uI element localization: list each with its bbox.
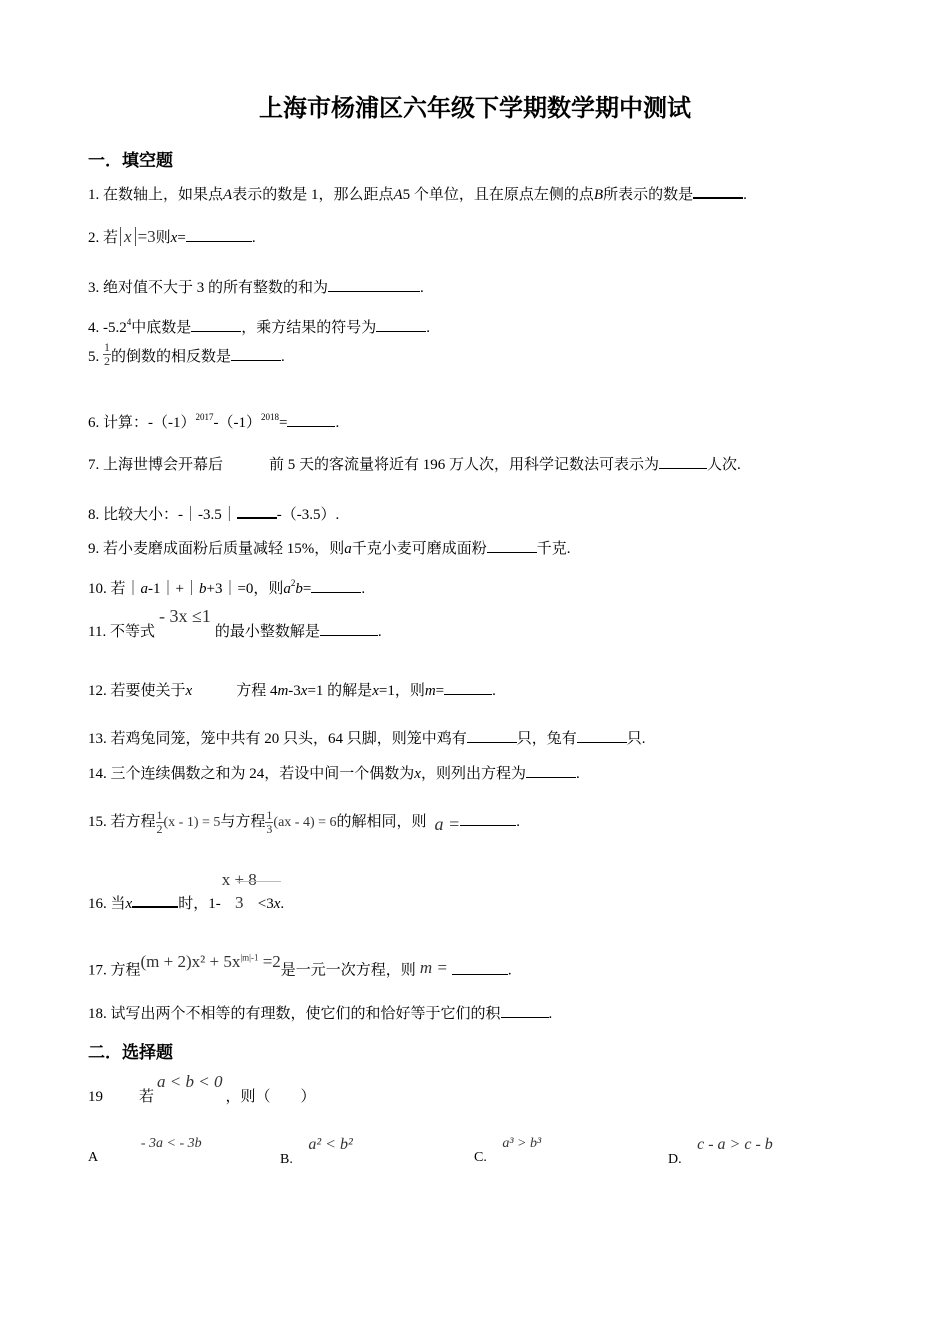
question-16: 16. 当x 时，1- $\frac{x + 8}{3}$ <3x. (88, 870, 285, 912)
answer-blank (452, 960, 508, 975)
page-title: 上海市杨浦区六年级下学期数学期中测试 (259, 96, 691, 122)
question-11: 11. 不等式- 3x ≤1的最小整数解是 . (88, 606, 382, 640)
option-c[interactable]: C. a³ > b³ (474, 1136, 542, 1165)
answer-blank (132, 892, 178, 908)
answer-blank (311, 578, 361, 593)
question-1: 1. 在数轴上，如果点A表示的数是 1，那么距点A5 个单位，且在原点左侧的点B所表示的数是 . (88, 183, 747, 205)
question-2: 2. 若 x =3则x= . (88, 227, 256, 246)
question-6: 6. 计算：$-(-1)^{2017}-(-1)^{2018}=$ . (88, 412, 340, 431)
answer-blank (287, 412, 335, 427)
question-12: 12. 若要使关于x 方程 4m-3x=1 的解是x=1，则m= . (88, 680, 496, 701)
answer-blank (526, 763, 576, 778)
answer-blank (501, 1003, 549, 1018)
question-7: 7. 上海世博会开幕后 前 5 天的客流量将近有 196 万人次，用科学记数法可表示为 人次. (88, 454, 741, 475)
answer-blank (693, 183, 743, 199)
option-a[interactable]: A - 3a < - 3b (88, 1136, 202, 1165)
section-choice-heading: 二．选择题 (88, 1043, 173, 1062)
question-17: 17. 方程$(m + 2)x^2 + 5x^{|m|-1} =2$是一元一次方程，则 m = . (88, 951, 512, 979)
question-19: 19 若a < b < 0，则（ ） (88, 1072, 316, 1105)
answer-blank (460, 811, 516, 826)
question-8: 8. 比较大小：-｜-3.5｜ -（-3.5）. (88, 503, 339, 525)
answer-blank (320, 621, 378, 636)
answer-blank (487, 538, 537, 553)
option-b[interactable]: B. a² < b² (280, 1136, 353, 1167)
answer-blank (191, 317, 241, 332)
question-15: 15. 若方程 $\frac{1}{2}$ (x - 1) = 5与方程 $\frac{1}{3}$ (ax - 4) = 6的解相同，则 a = . (88, 808, 520, 836)
answer-blank (237, 503, 277, 519)
answer-blank (467, 728, 517, 743)
question-10: 10. 若｜a-1｜+｜b+3｜=0，则$a^2b=$ . (88, 578, 366, 597)
answer-blank (659, 454, 707, 469)
answer-blank (231, 346, 281, 361)
question-18: 18. 试写出两个不相等的有理数，使它们的和恰好等于它们的积 . (88, 1003, 552, 1024)
question-5: 5. $\frac{1}{2}$ 的倒数的相反数是 . (88, 340, 285, 369)
section-fill-heading: 一．填空题 (88, 151, 173, 170)
answer-blank (444, 680, 492, 695)
answer-blank (577, 728, 627, 743)
answer-blank (376, 317, 426, 332)
answer-blank (186, 227, 252, 242)
answer-blank (328, 277, 420, 292)
question-4: 4. $-5.2^4$中底数是 ，乘方结果的符号为 . (88, 317, 431, 336)
question-13: 13. 若鸡兔同笼，笼中共有 20 只头，64 只脚，则笼中鸡有 只，兔有 只. (88, 728, 646, 749)
question-14: 14. 三个连续偶数之和为 24，若设中间一个偶数为x，则列出方程为 . (88, 763, 580, 784)
question-9: 9. 若小麦磨成面粉后质量减轻 15%，则a千克小麦可磨成面粉 千克. (88, 538, 571, 559)
fraction-bar (237, 881, 281, 882)
option-d[interactable]: D. c - a > c - b (668, 1136, 773, 1167)
question-3: 3. 绝对值不大于 3 的所有整数的和为 . (88, 277, 424, 298)
